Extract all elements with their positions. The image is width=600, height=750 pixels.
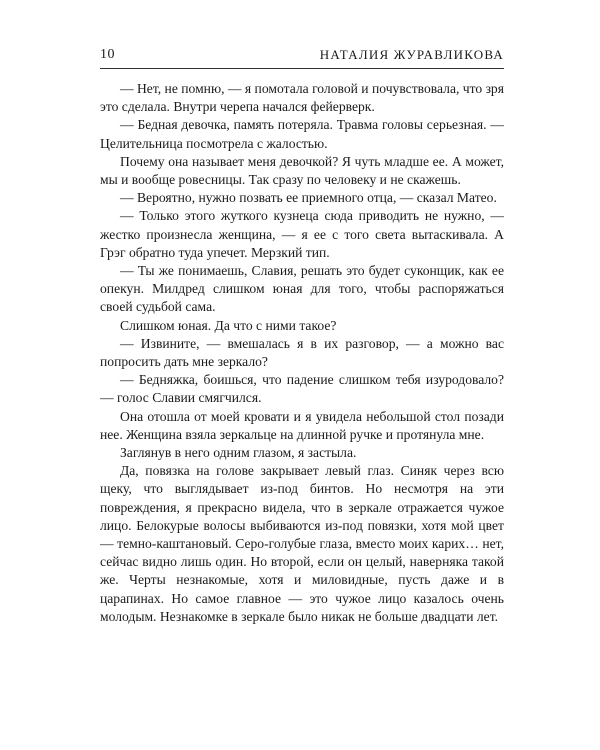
header-rule <box>100 68 504 69</box>
paragraph: — Только этого жуткого кузнеца сюда приводить не нужно, — жестко произнесла женщина, — я ее с того света вытаскивала. А Грэг обратно туда упечет. Мерзкий тип. <box>100 208 504 260</box>
page-header <box>100 47 504 67</box>
paragraph: — Бедная девочка, память потеряла. Травма головы серьезная. — Целительница посмотрела с жалостью. <box>100 117 504 151</box>
paragraph: — Извините, — вмешалась я в их разговор, — а можно вас попросить дать мне зеркало? <box>100 335 504 370</box>
paragraph: — Ты же понимаешь, Славия, решать это будет суконщик, как ее опекун. Милдред слишком юная для того, чтобы распоряжаться своей судьбой сама. <box>100 263 504 315</box>
running-head-author: НАТАЛИЯ ЖУРАВЛИКОВА <box>319 47 504 62</box>
paragraph: Да, повязка на голове закрывает левый глаз. Синяк через всю щеку, что выглядывает из-под бинтов. Но несмотря на эти повреждения, я прекрасно видела, что в зеркале отражается чужое лицо. Белокурые волосы выбиваются из-под повязки, хотя мой цвет — темно-каштановый. Серо-голубые глаза, вместо моих карих… нет, сейчас видно лишь один. Но второй, если он целый, наверняка такой же. Черты незнакомые, хотя и миловидные, пусть даже и в царапинах. Но самое главное — это чужое лицо казалось очень молодым. Незнакомке в зеркале было никак не больше двадцати лет. <box>100 463 504 624</box>
paragraph: Она отошла от моей кровати и я увидела небольшой стол позади нее. Женщина взяла зеркальце на длинной ручке и протянула мне. <box>100 408 504 442</box>
page-number: 10 <box>100 47 115 62</box>
paragraph: — Бедняжка, боишься, что падение слишком тебя изуродовало? — голос Славии смягчился. <box>100 372 504 406</box>
paragraph: Заглянув в него одним глазом, я застыла. <box>120 445 357 461</box>
paragraph: Слишком юная. Да что с ними такое? <box>120 317 337 333</box>
paragraph: Почему она называет меня девочкой? Я чуть младше ее. А может, мы и вообще ровесницы. Так сразу по человеку и не скажешь. <box>100 153 504 188</box>
body-text <box>100 80 504 626</box>
paragraph: — Вероятно, нужно позвать ее приемного отца, — сказал Матео. <box>120 190 497 206</box>
paragraph: — Нет, не помню, — я помотала головой и почувствовала, что зря это сделала. Внутри черепа начался фейерверк. <box>100 81 504 115</box>
